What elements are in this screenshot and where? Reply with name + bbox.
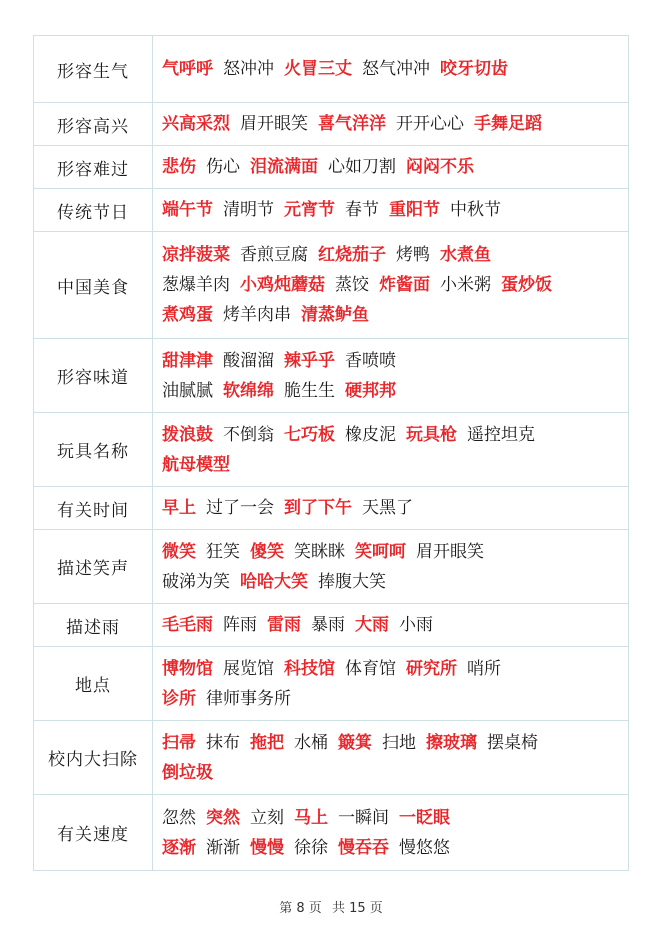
word-list-cell bbox=[153, 530, 629, 604]
highlighted-word: 端午节 bbox=[162, 200, 213, 220]
word: 捧腹大笑 bbox=[318, 571, 386, 592]
word: 天黑了 bbox=[362, 498, 413, 518]
word: 蒸饺 bbox=[335, 275, 369, 295]
highlighted-word: 扫帚 bbox=[162, 732, 196, 753]
word: 烤羊肉串 bbox=[223, 305, 291, 325]
table-row bbox=[34, 36, 629, 103]
word: 摆桌椅 bbox=[487, 732, 538, 753]
word-line bbox=[162, 610, 622, 640]
highlighted-word: 咬牙切齿 bbox=[440, 59, 508, 79]
word: 扫地 bbox=[382, 732, 416, 753]
word-list-cell bbox=[153, 647, 629, 721]
highlighted-word: 傻笑 bbox=[250, 541, 284, 562]
word: 遥控坦克 bbox=[467, 424, 535, 445]
table-row bbox=[34, 795, 629, 871]
word-line bbox=[162, 376, 622, 406]
highlighted-word: 煮鸡蛋 bbox=[162, 305, 213, 325]
highlighted-word: 火冒三丈 bbox=[284, 59, 352, 79]
highlighted-word: 擦玻璃 bbox=[426, 732, 477, 753]
word: 油腻腻 bbox=[162, 380, 213, 401]
table-row bbox=[34, 103, 629, 146]
word-line bbox=[162, 152, 622, 182]
category-cell: 形容难过 bbox=[34, 146, 153, 189]
table-row bbox=[34, 604, 629, 647]
highlighted-word: 手舞足蹈 bbox=[474, 114, 542, 134]
word-line bbox=[162, 833, 622, 863]
category-cell: 描述雨 bbox=[34, 604, 153, 647]
word-list-cell bbox=[153, 103, 629, 146]
word: 橡皮泥 bbox=[345, 424, 396, 445]
table-row bbox=[34, 189, 629, 232]
word: 清明节 bbox=[223, 200, 274, 220]
word: 展览馆 bbox=[223, 658, 274, 679]
word: 小雨 bbox=[399, 615, 433, 635]
vocabulary-table bbox=[33, 35, 629, 871]
highlighted-word: 硬邦邦 bbox=[345, 380, 396, 401]
word: 慢悠悠 bbox=[399, 837, 450, 858]
highlighted-word: 毛毛雨 bbox=[162, 615, 213, 635]
word: 渐渐 bbox=[206, 837, 240, 858]
highlighted-word: 到了下午 bbox=[284, 498, 352, 518]
word: 春节 bbox=[345, 200, 379, 220]
highlighted-word: 簸箕 bbox=[338, 732, 372, 753]
highlighted-word: 早上 bbox=[162, 498, 196, 518]
word-line bbox=[162, 54, 622, 84]
category-cell: 传统节日 bbox=[34, 189, 153, 232]
highlighted-word: 悲伤 bbox=[162, 157, 196, 177]
category-cell: 形容高兴 bbox=[34, 103, 153, 146]
category-cell: 有关时间 bbox=[34, 487, 153, 530]
highlighted-word: 一眨眼 bbox=[399, 807, 450, 828]
word-list-cell bbox=[153, 795, 629, 871]
word: 立刻 bbox=[250, 807, 284, 828]
word-line bbox=[162, 684, 622, 714]
word-line bbox=[162, 346, 622, 376]
word: 葱爆羊肉 bbox=[162, 275, 230, 295]
highlighted-word: 慢慢 bbox=[250, 837, 284, 858]
highlighted-word: 诊所 bbox=[162, 688, 196, 709]
table-row bbox=[34, 487, 629, 530]
word: 不倒翁 bbox=[223, 424, 274, 445]
word-line bbox=[162, 240, 622, 270]
word: 暴雨 bbox=[311, 615, 345, 635]
highlighted-word: 元宵节 bbox=[284, 200, 335, 220]
word-line bbox=[162, 567, 622, 597]
word: 伤心 bbox=[206, 157, 240, 177]
word: 一瞬间 bbox=[338, 807, 389, 828]
word-list-cell bbox=[153, 339, 629, 413]
highlighted-word: 博物馆 bbox=[162, 658, 213, 679]
word-line bbox=[162, 270, 622, 300]
highlighted-word: 七巧板 bbox=[284, 424, 335, 445]
category-cell: 形容生气 bbox=[34, 36, 153, 103]
word: 中秋节 bbox=[450, 200, 501, 220]
word-list-cell bbox=[153, 721, 629, 795]
highlighted-word: 凉拌菠菜 bbox=[162, 245, 230, 265]
highlighted-word: 清蒸鲈鱼 bbox=[301, 305, 369, 325]
highlighted-word: 微笑 bbox=[162, 541, 196, 562]
word: 律师事务所 bbox=[206, 688, 291, 709]
highlighted-word: 闷闷不乐 bbox=[406, 157, 474, 177]
word-list-cell bbox=[153, 36, 629, 103]
highlighted-word: 突然 bbox=[206, 807, 240, 828]
category-cell: 玩具名称 bbox=[34, 413, 153, 487]
word-list-cell bbox=[153, 146, 629, 189]
table-row bbox=[34, 530, 629, 604]
highlighted-word: 炸酱面 bbox=[379, 275, 430, 295]
category-cell: 地点 bbox=[34, 647, 153, 721]
word: 怒冲冲 bbox=[223, 59, 274, 79]
highlighted-word: 笑呵呵 bbox=[355, 541, 406, 562]
word: 哨所 bbox=[467, 658, 501, 679]
word-line bbox=[162, 728, 622, 758]
word-line bbox=[162, 654, 622, 684]
word: 狂笑 bbox=[206, 541, 240, 562]
highlighted-word: 水煮鱼 bbox=[440, 245, 491, 265]
highlighted-word: 重阳节 bbox=[389, 200, 440, 220]
highlighted-word: 倒垃圾 bbox=[162, 762, 213, 783]
highlighted-word: 小鸡炖蘑菇 bbox=[240, 275, 325, 295]
word-line bbox=[162, 803, 622, 833]
highlighted-word: 喜气洋洋 bbox=[318, 114, 386, 134]
word: 心如刀割 bbox=[328, 157, 396, 177]
word: 破涕为笑 bbox=[162, 571, 230, 592]
table-row bbox=[34, 146, 629, 189]
table-row bbox=[34, 339, 629, 413]
highlighted-word: 研究所 bbox=[406, 658, 457, 679]
category-cell: 描述笑声 bbox=[34, 530, 153, 604]
highlighted-word: 大雨 bbox=[355, 615, 389, 635]
word-line bbox=[162, 493, 622, 523]
word-list-cell bbox=[153, 413, 629, 487]
word: 香煎豆腐 bbox=[240, 245, 308, 265]
page-number: 第 8 页 bbox=[279, 901, 322, 916]
highlighted-word: 泪流满面 bbox=[250, 157, 318, 177]
highlighted-word: 兴高采烈 bbox=[162, 114, 230, 134]
table-row bbox=[34, 232, 629, 339]
word: 徐徐 bbox=[294, 837, 328, 858]
word-line bbox=[162, 420, 622, 450]
word-line bbox=[162, 758, 622, 788]
highlighted-word: 马上 bbox=[294, 807, 328, 828]
word-line bbox=[162, 300, 622, 330]
page-footer bbox=[0, 897, 662, 916]
word-list-cell bbox=[153, 604, 629, 647]
category-cell: 形容味道 bbox=[34, 339, 153, 413]
word-line bbox=[162, 450, 622, 480]
word: 笑眯眯 bbox=[294, 541, 345, 562]
word-list-cell bbox=[153, 189, 629, 232]
highlighted-word: 气呼呼 bbox=[162, 59, 213, 79]
highlighted-word: 拖把 bbox=[250, 732, 284, 753]
table-row bbox=[34, 413, 629, 487]
highlighted-word: 红烧茄子 bbox=[318, 245, 386, 265]
highlighted-word: 玩具枪 bbox=[406, 424, 457, 445]
highlighted-word: 软绵绵 bbox=[223, 380, 274, 401]
highlighted-word: 蛋炒饭 bbox=[501, 275, 552, 295]
highlighted-word: 逐渐 bbox=[162, 837, 196, 858]
word-line bbox=[162, 537, 622, 567]
word-list-cell bbox=[153, 487, 629, 530]
highlighted-word: 航母模型 bbox=[162, 454, 230, 475]
highlighted-word: 雷雨 bbox=[267, 615, 301, 635]
highlighted-word: 哈哈大笑 bbox=[240, 571, 308, 592]
table-row bbox=[34, 647, 629, 721]
word: 眉开眼笑 bbox=[240, 114, 308, 134]
highlighted-word: 慢吞吞 bbox=[338, 837, 389, 858]
word: 酸溜溜 bbox=[223, 350, 274, 371]
word: 开开心心 bbox=[396, 114, 464, 134]
table-row bbox=[34, 721, 629, 795]
word-line bbox=[162, 109, 622, 139]
category-cell: 校内大扫除 bbox=[34, 721, 153, 795]
word: 小米粥 bbox=[440, 275, 491, 295]
word: 过了一会 bbox=[206, 498, 274, 518]
highlighted-word: 拨浪鼓 bbox=[162, 424, 213, 445]
word: 阵雨 bbox=[223, 615, 257, 635]
highlighted-word: 辣乎乎 bbox=[284, 350, 335, 371]
word: 水桶 bbox=[294, 732, 328, 753]
word-line bbox=[162, 195, 622, 225]
category-cell: 中国美食 bbox=[34, 232, 153, 339]
word: 忽然 bbox=[162, 807, 196, 828]
word: 香喷喷 bbox=[345, 350, 396, 371]
word: 抹布 bbox=[206, 732, 240, 753]
highlighted-word: 甜津津 bbox=[162, 350, 213, 371]
word: 眉开眼笑 bbox=[416, 541, 484, 562]
word: 脆生生 bbox=[284, 380, 335, 401]
word: 体育馆 bbox=[345, 658, 396, 679]
word: 怒气冲冲 bbox=[362, 59, 430, 79]
page-total: 共 15 页 bbox=[331, 901, 383, 916]
category-cell: 有关速度 bbox=[34, 795, 153, 871]
word-list-cell bbox=[153, 232, 629, 339]
word: 烤鸭 bbox=[396, 245, 430, 265]
highlighted-word: 科技馆 bbox=[284, 658, 335, 679]
